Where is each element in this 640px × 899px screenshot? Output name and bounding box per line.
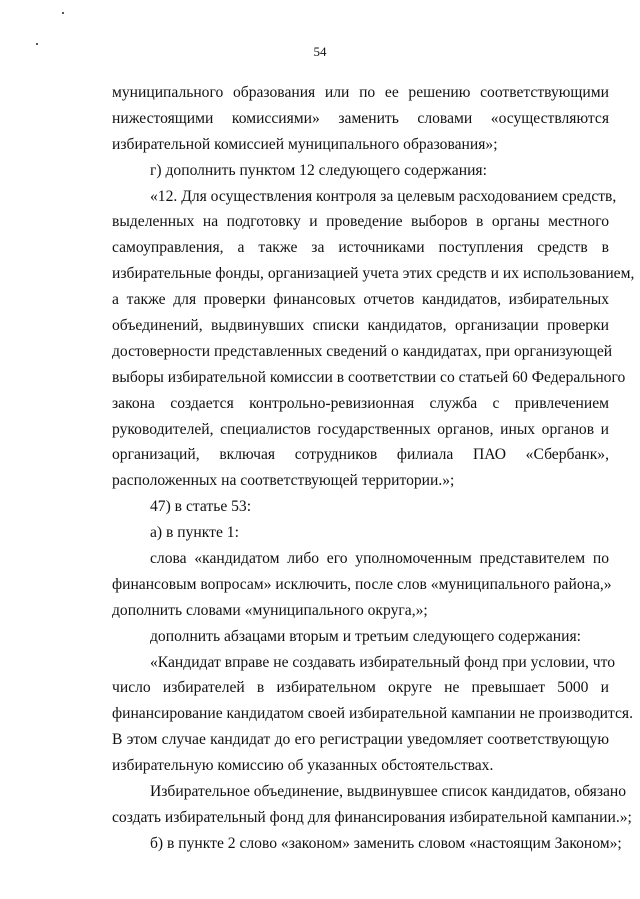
scan-mark-top (62, 12, 64, 14)
text-line: слова «кандидатом либо его уполномоченным представителем по (150, 550, 609, 568)
text-line: достоверности представленных сведений о кандидатах, при организующей (112, 342, 613, 360)
text-line: избирательной комиссией муниципального образования»; (112, 135, 498, 153)
text-line: расположенных на соответствующей территории.»; (112, 472, 455, 490)
text-line: б) в пункте 2 слово «законом» заменить словом «настоящим Законом»; (150, 834, 622, 852)
text-line: избирательные фонды, организацией учета этих средств и их использованием, (112, 265, 635, 283)
page-number: 54 (313, 44, 327, 59)
text-line: закона создается контрольно-ревизионная служба с привлечением (112, 394, 609, 412)
text-line: «12. Для осуществления контроля за целевым расходованием средств, (150, 187, 617, 205)
text-line: выделенных на подготовку и проведение выборов в органы местного (112, 213, 609, 231)
text-line: «Кандидат вправе не создавать избирательный фонд при условии, что (150, 653, 615, 671)
text-line: муниципального образования или по ее решению соответствующими (112, 84, 609, 101)
text-line: финансовым вопросам» исключить, после слов «муниципального района,» (112, 575, 612, 593)
text-line: дополнить словами «муниципального округа,»; (112, 601, 428, 619)
text-line: самоуправления, а также за источниками поступления средств в (112, 239, 609, 257)
text-line: 47) в статье 53: (150, 498, 252, 516)
text-line: г) дополнить пунктом 12 следующего содержания: (150, 161, 487, 179)
document-body (112, 80, 635, 857)
text-line: нижестоящими комиссиями» заменить словами «осуществляются (112, 109, 609, 127)
text-line: создать избирательный фонд для финансирования избирательной кампании.»; (112, 808, 632, 826)
text-line: а) в пункте 1: (150, 524, 239, 542)
text-line: организаций, включая сотрудников филиала ПАО «Сбербанк», (112, 446, 609, 464)
text-line: а также для проверки финансовых отчетов кандидатов, избирательных (112, 291, 609, 309)
text-line: Избирательное объединение, выдвинувшее список кандидатов, обязано (150, 783, 627, 801)
text-line: финансирование кандидатом своей избирательной кампании не производится. (112, 705, 633, 723)
text-line: В этом случае кандидат до его регистрации уведомляет соответствующую (112, 731, 609, 749)
text-line: выборы избирательной комиссии в соответствии со статьей 60 Федерального (112, 368, 626, 386)
text-line: объединений, выдвинувших списки кандидатов, организации проверки (112, 317, 609, 335)
text-line: избирательную комиссию об указанных обстоятельствах. (112, 757, 494, 775)
text-line: руководителей, специалистов государственных органов, иных органов и (112, 420, 609, 438)
text-line: число избирателей в избирательном округе не превышает 5000 и (112, 679, 609, 697)
text-line: дополнить абзацами вторым и третьим следующего содержания: (150, 627, 581, 645)
